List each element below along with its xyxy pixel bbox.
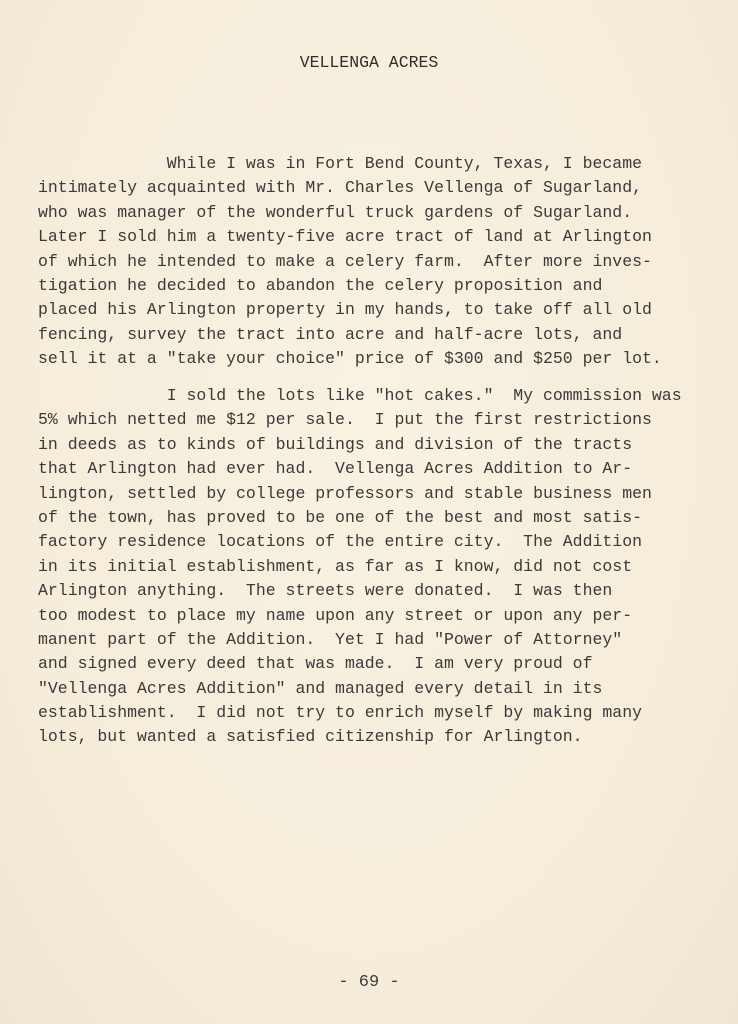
text-line: Later I sold him a twenty-five acre tract of land at Arlington — [38, 227, 652, 247]
text-line: of the town, has proved to be one of the best and most satis- — [38, 507, 642, 527]
text-line: tigation he decided to abandon the celery proposition and — [38, 275, 603, 295]
text-line: establishment. I did not try to enrich myself by making many — [38, 703, 642, 723]
paragraph-2 — [38, 384, 728, 750]
text-line: in its initial establishment, as far as I know, did not cost — [38, 556, 633, 576]
text-line: and signed every deed that was made. I am very proud of — [38, 654, 593, 674]
text-line: who was manager of the wonderful truck gardens of Sugarland. — [38, 202, 633, 222]
text-line: lots, but wanted a satisfied citizenship for Arlington. — [38, 727, 583, 747]
text-line: manent part of the Addition. Yet I had "Power of Attorney" — [38, 629, 623, 649]
text-line: that Arlington had ever had. Vellenga Acres Addition to Ar- — [38, 459, 633, 479]
text-line: placed his Arlington property in my hands, to take off all old — [38, 300, 652, 320]
text-line: While I was in Fort Bend County, Texas, I became — [38, 154, 642, 173]
page-title: VELLENGA ACRES — [299, 53, 439, 72]
text-line: fencing, survey the tract into acre and half-acre lots, and — [38, 324, 623, 344]
text-line: factory residence locations of the entire city. The Addition — [38, 532, 642, 552]
text-line: too modest to place my name upon any street or upon any per- — [38, 605, 633, 625]
document-body — [38, 152, 728, 750]
text-line: lington, settled by college professors and stable business men — [38, 483, 652, 503]
text-line: "Vellenga Acres Addition" and managed every detail in its — [38, 678, 603, 698]
page-number: - 69 - — [338, 973, 400, 992]
text-line: I sold the lots like "hot cakes." My commission was — [38, 386, 682, 406]
text-line: in deeds as to kinds of buildings and division of the tracts — [38, 434, 633, 454]
text-line: of which he intended to make a celery farm. After more inves- — [38, 251, 652, 271]
text-line: 5% which netted me $12 per sale. I put the first restrictions — [38, 410, 652, 430]
text-line: intimately acquainted with Mr. Charles Vellenga of Sugarland, — [38, 178, 642, 198]
text-line: sell it at a "take your choice" price of $300 and $250 per lot. — [38, 349, 662, 369]
paragraph-gap — [38, 372, 728, 385]
paragraph-1 — [38, 152, 728, 372]
text-line: Arlington anything. The streets were donated. I was then — [38, 581, 613, 601]
